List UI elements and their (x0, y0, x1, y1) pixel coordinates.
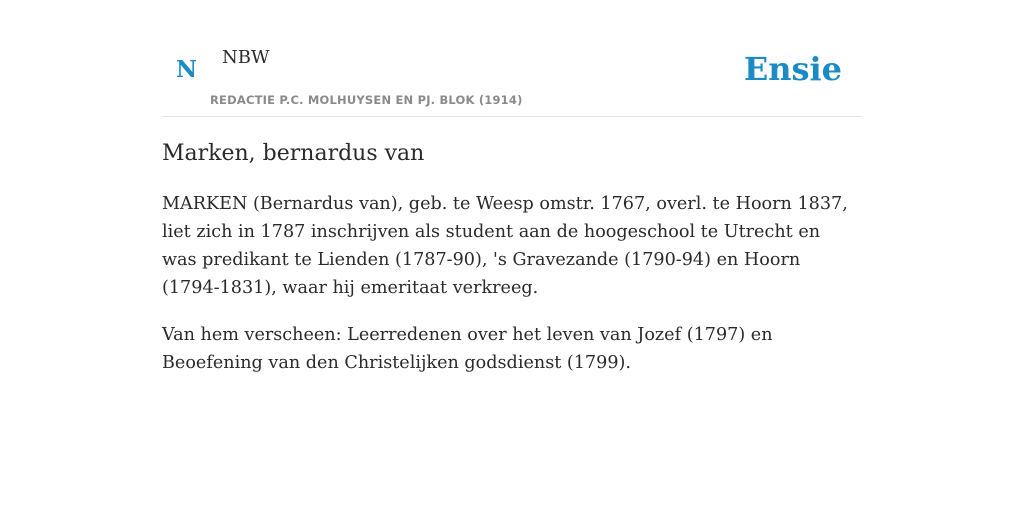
article-title: Marken, bernardus van (162, 141, 425, 166)
brand-logo[interactable]: Ensie (743, 50, 842, 88)
source-header (162, 40, 862, 117)
article-paragraph: Van hem verscheen: Leerredenen over het leven van Jozef (1797) en Beoefening van den Christelijken godsdienst (1799). (162, 325, 773, 373)
article (162, 139, 852, 396)
article-paragraph: MARKEN (Bernardus van), geb. te Weesp omstr. 1767, overl. te Hoorn 1837, liet zich in 1787 inschrijven als student aan de hoogeschool te Utrecht en was predikant te Lienden (1787-90), 's Gravezande (1790-94) en Hoorn (1794-1831), waar hij emeritaat verkreeg. (162, 194, 848, 298)
source-title-link[interactable]: NBW (222, 47, 270, 68)
source-logo[interactable]: N (176, 56, 198, 83)
source-subtitle: REDACTIE P.C. MOLHUYSEN EN PJ. BLOK (1914) (210, 93, 523, 107)
